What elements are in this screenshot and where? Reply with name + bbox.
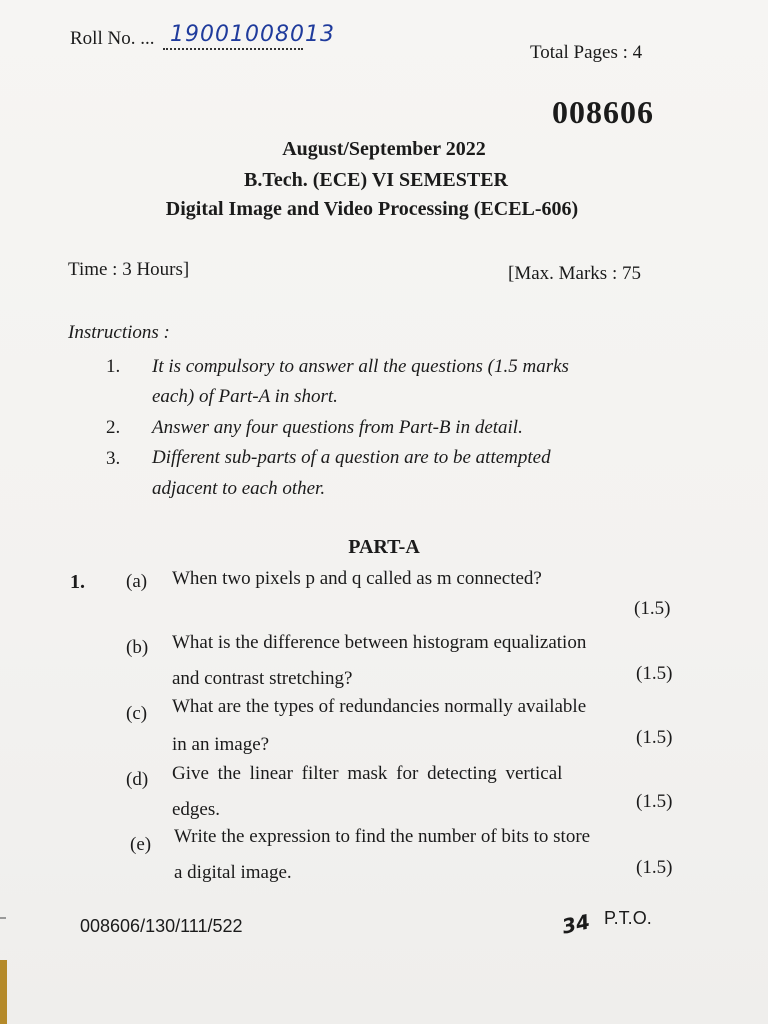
subquestion-text: and contrast stretching? bbox=[172, 668, 353, 689]
paper-code: 008606 bbox=[552, 94, 654, 130]
subquestion-label: (c) bbox=[126, 703, 148, 724]
please-turn-over: P.T.O. bbox=[604, 908, 652, 928]
roll-number-handwritten: 19001008013 bbox=[170, 22, 335, 47]
exam-session: August/September 2022 bbox=[282, 138, 486, 160]
subquestion-label: (e) bbox=[130, 834, 152, 855]
subquestion-marks: (1.5) bbox=[636, 857, 673, 878]
course-title: B.Tech. (ECE) VI SEMESTER bbox=[244, 169, 508, 191]
subquestion-marks: (1.5) bbox=[636, 663, 673, 684]
footer-paper-code: 008606/130/111/522 bbox=[80, 916, 243, 936]
total-pages: Total Pages : 4 bbox=[530, 42, 643, 63]
instruction-number: 2. bbox=[106, 417, 121, 438]
handwritten-note: 34 bbox=[559, 909, 593, 939]
page-edge bbox=[0, 960, 7, 1024]
subquestion-text: Write the expression to find the number of bits to store bbox=[174, 826, 591, 847]
subquestion-label: (d) bbox=[126, 769, 149, 790]
instruction-text: each) of Part-A in short. bbox=[152, 386, 338, 407]
instruction-number: 1. bbox=[106, 356, 121, 377]
subquestion-text: in an image? bbox=[172, 734, 270, 755]
max-marks: [Max. Marks : 75 bbox=[508, 263, 641, 284]
instruction-text: Different sub-parts of a question are to be attempted bbox=[152, 447, 551, 468]
instruction-text: Answer any four questions from Part-B in detail. bbox=[152, 417, 523, 438]
roll-number-label: Roll No. ... bbox=[70, 28, 155, 49]
instruction-text: It is compulsory to answer all the questions (1.5 marks bbox=[152, 356, 569, 377]
instruction-number: 3. bbox=[106, 448, 121, 469]
exam-time: Time : 3 Hours] bbox=[68, 259, 190, 280]
instructions-title: Instructions : bbox=[68, 322, 170, 343]
subquestion-marks: (1.5) bbox=[636, 727, 673, 748]
subquestion-label: (a) bbox=[126, 571, 148, 592]
subquestion-marks: (1.5) bbox=[636, 791, 673, 812]
subquestion-text: When two pixels p and q called as m connected? bbox=[172, 568, 542, 589]
subquestion-marks: (1.5) bbox=[634, 598, 671, 619]
subquestion-text: edges. bbox=[172, 799, 221, 820]
margin-mark bbox=[0, 917, 6, 919]
subquestion-label: (b) bbox=[126, 637, 149, 658]
subquestion-text: What is the difference between histogram equalization bbox=[172, 632, 587, 653]
subquestion-text: What are the types of redundancies normally available bbox=[172, 696, 587, 717]
instruction-text: adjacent to each other. bbox=[152, 478, 326, 499]
question-number: 1. bbox=[70, 571, 85, 593]
subject-title: Digital Image and Video Processing (ECEL-606) bbox=[165, 198, 579, 220]
subquestion-text: a digital image. bbox=[174, 862, 292, 883]
subquestion-text: Give the linear filter mask for detecting vertical bbox=[172, 763, 563, 784]
part-a-title: PART-A bbox=[348, 536, 420, 558]
